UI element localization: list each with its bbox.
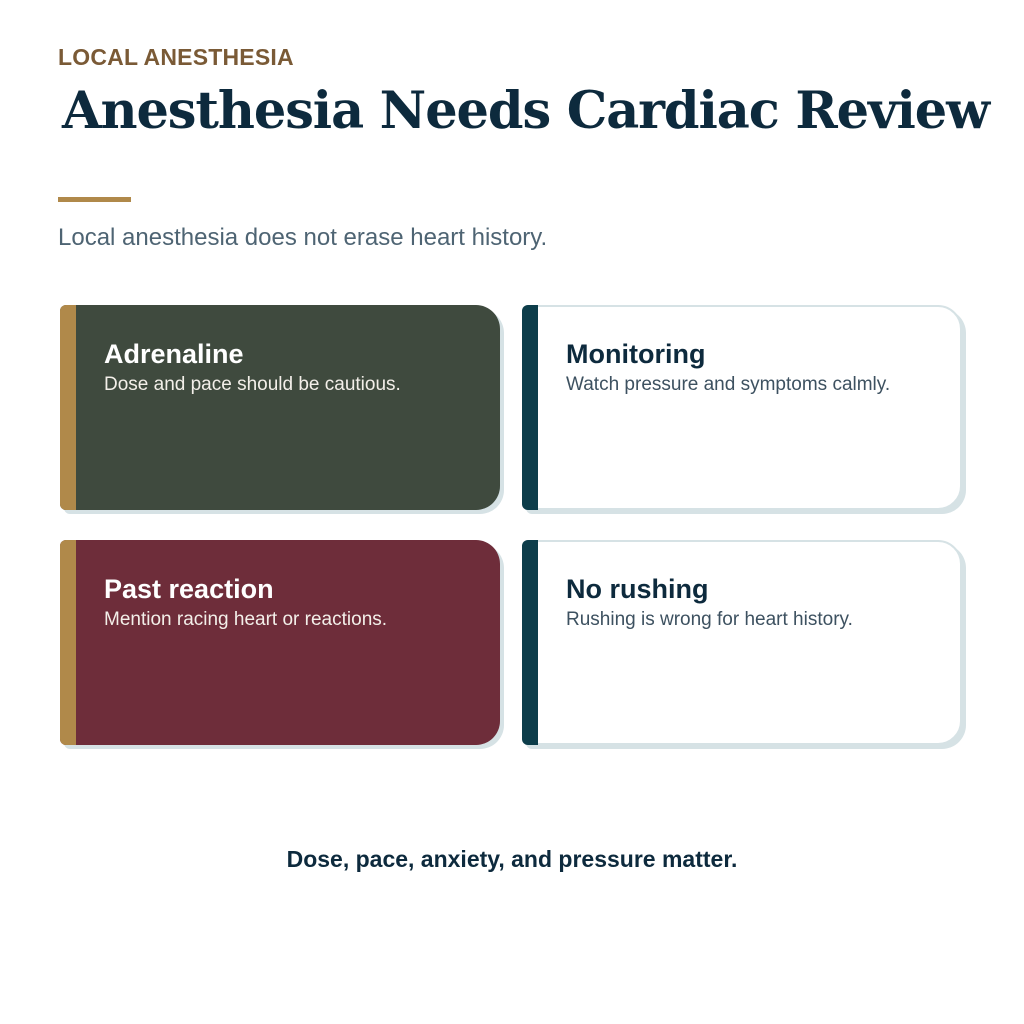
card-heading: Monitoring xyxy=(566,339,706,369)
card-accent-bar xyxy=(60,305,76,510)
card-no-rushing xyxy=(522,540,962,745)
page-title: Anesthesia Needs Cardiac Review xyxy=(62,81,989,141)
card-text: Mention racing heart or reactions. xyxy=(104,609,388,630)
card-monitoring xyxy=(522,305,962,510)
card-text: Rushing is wrong for heart history. xyxy=(566,609,853,630)
card-text: Watch pressure and symptoms calmly. xyxy=(566,374,891,395)
page-subtitle: Local anesthesia does not erase heart history. xyxy=(58,224,548,251)
card-accent-bar xyxy=(60,540,76,745)
card-accent-bar xyxy=(522,540,538,745)
eyebrow-label: LOCAL ANESTHESIA xyxy=(58,44,294,70)
title-divider xyxy=(58,197,131,202)
card-heading: Past reaction xyxy=(104,574,274,604)
card-past-reaction xyxy=(60,540,500,745)
card-accent-bar xyxy=(522,305,538,510)
card-heading: No rushing xyxy=(566,574,709,604)
card-text: Dose and pace should be cautious. xyxy=(104,374,401,395)
card-adrenaline xyxy=(60,305,500,510)
footer-summary: Dose, pace, anxiety, and pressure matter. xyxy=(286,846,738,872)
card-heading: Adrenaline xyxy=(104,339,244,369)
